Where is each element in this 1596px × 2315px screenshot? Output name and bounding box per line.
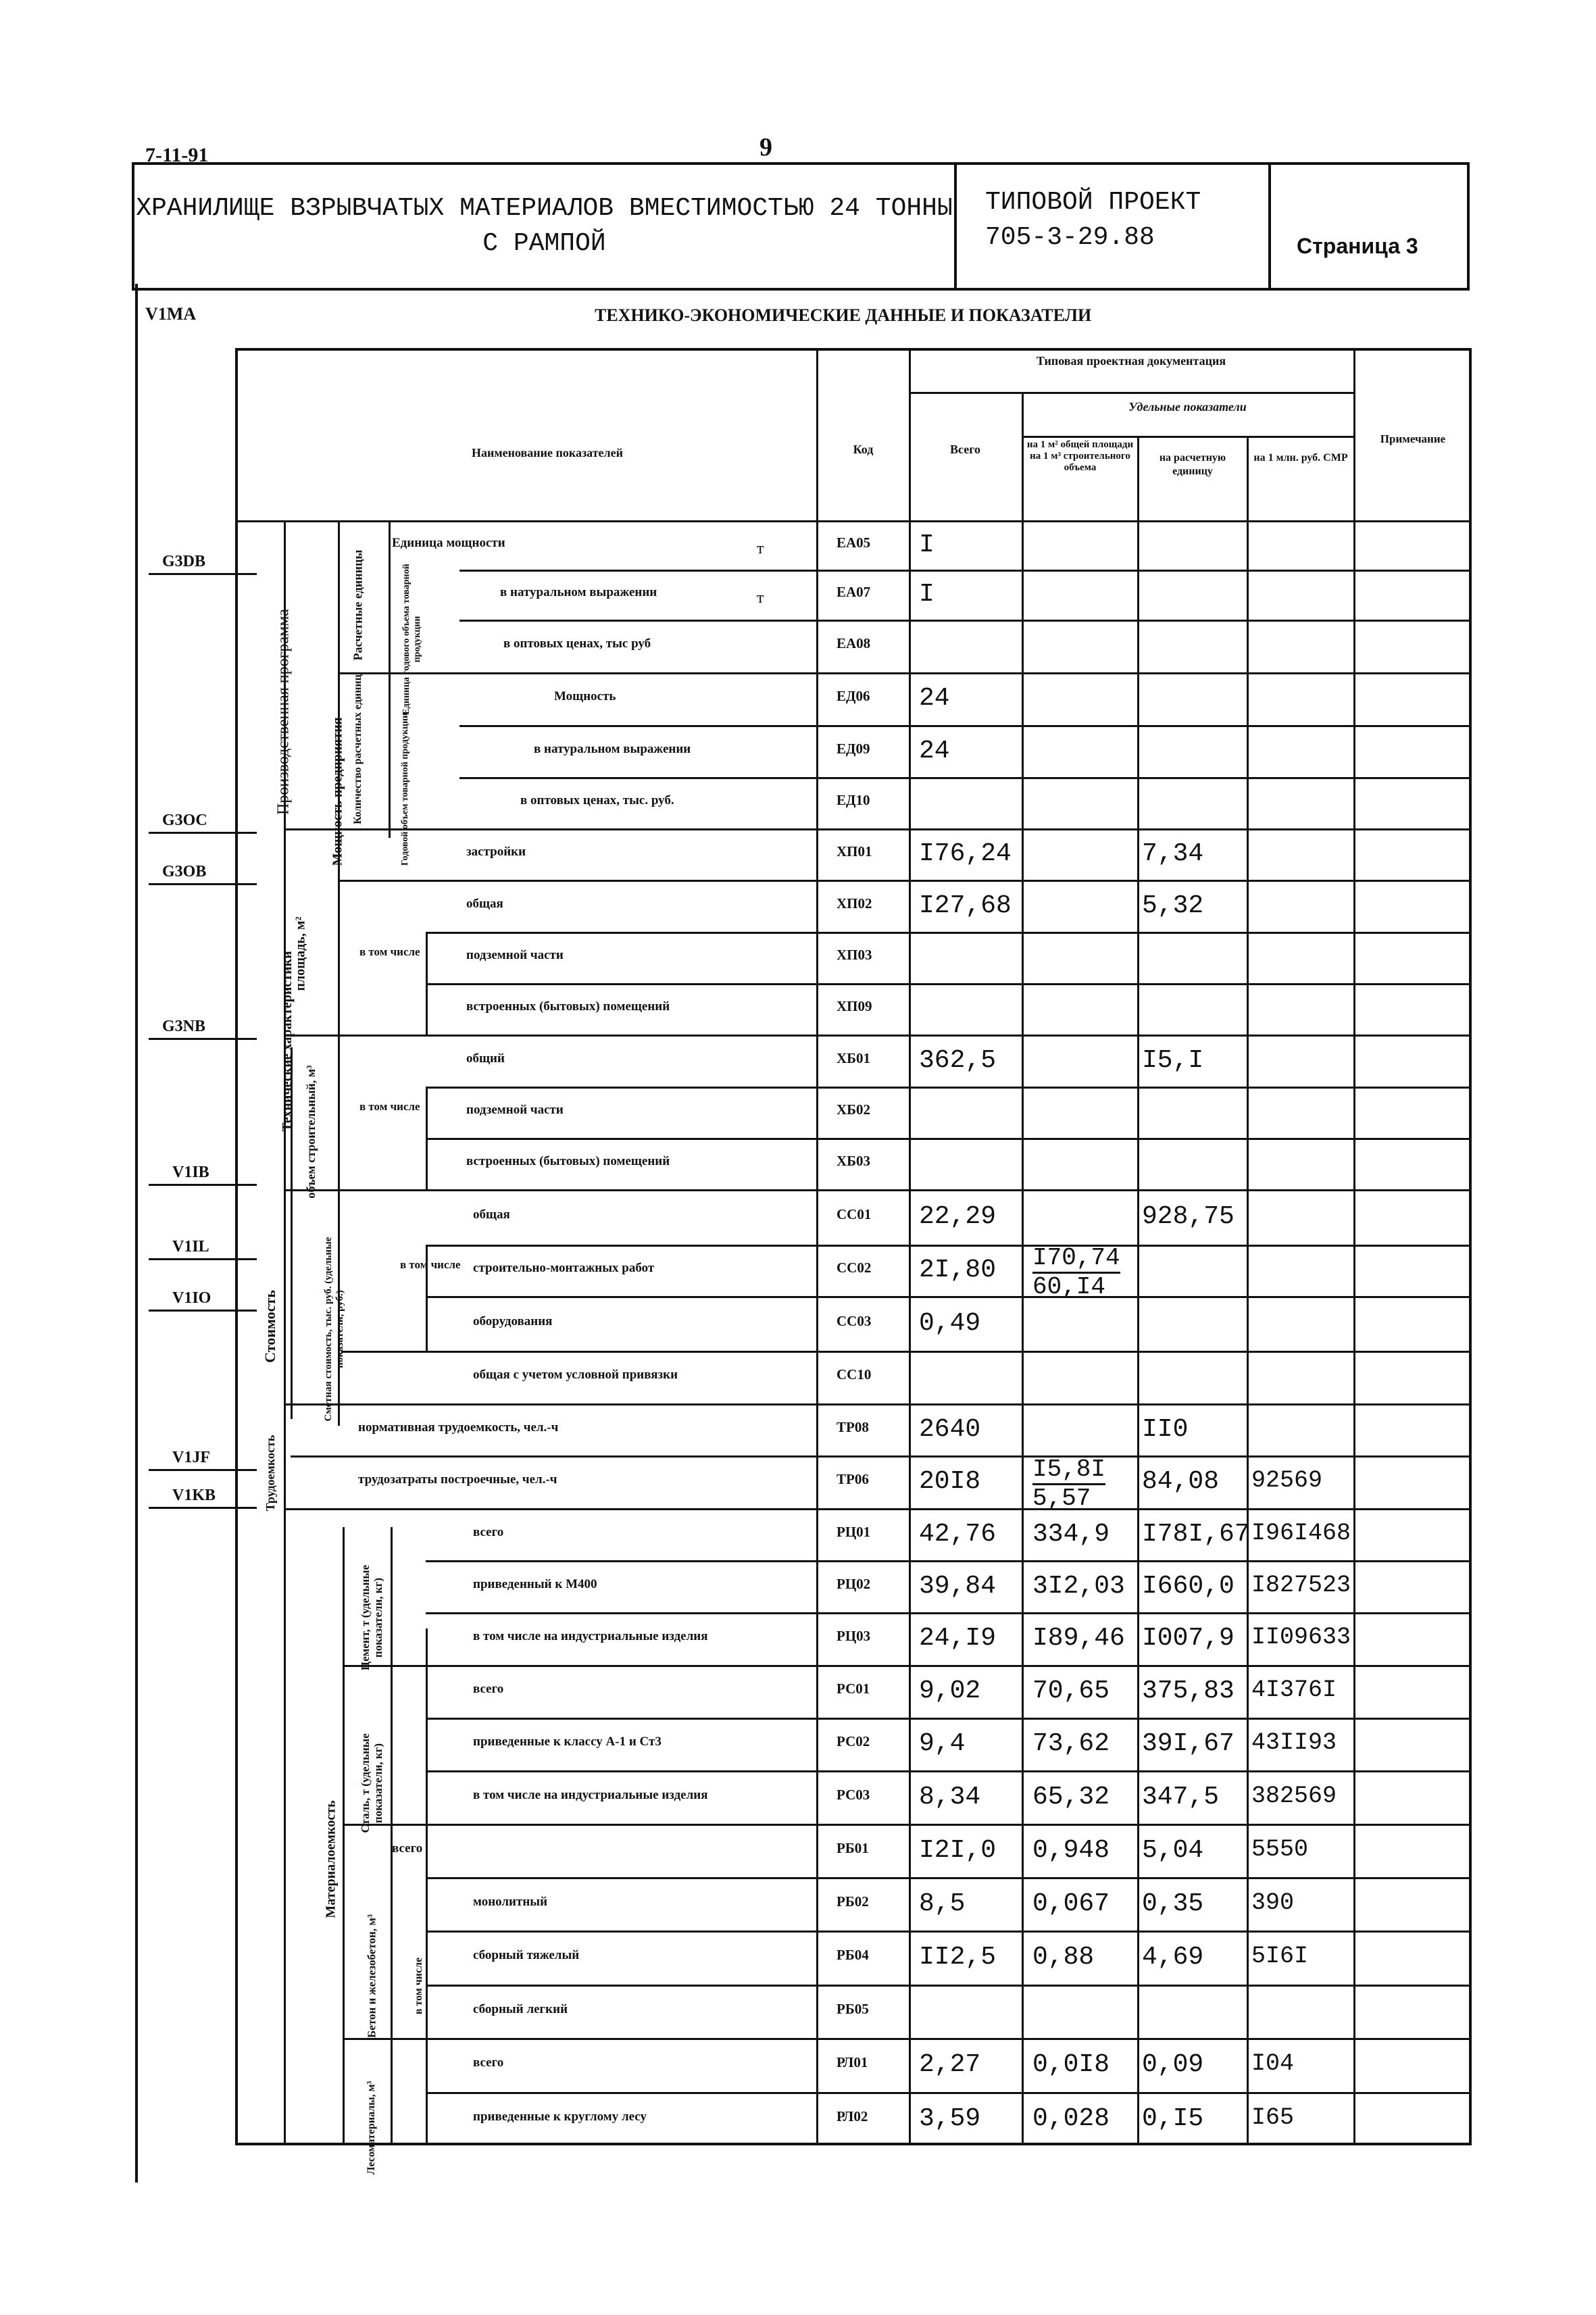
group-tech-char: Технические характеристики — [280, 951, 295, 1132]
group-line — [284, 1403, 1472, 1405]
row-line — [459, 777, 1472, 779]
header-name: Наименование показателей — [471, 446, 624, 459]
group-area: площадь, м² — [293, 916, 308, 991]
left-margin-rule — [135, 284, 138, 2183]
fraction-bottom: 5,57 — [1032, 1485, 1091, 1512]
side-code: V1JF — [172, 1449, 210, 1466]
group-cost: Стоимость — [261, 1290, 278, 1363]
grp-col-4 — [426, 1628, 428, 2145]
value-total: 20I8 — [919, 1467, 981, 1496]
value-per-mln: 5I6I — [1251, 1943, 1309, 1970]
value-total: 2,27 — [919, 2050, 981, 2079]
row-line — [426, 1245, 1472, 1247]
value-total: 3,59 — [919, 2104, 981, 2133]
side-code: G3DB — [162, 553, 206, 570]
row-line — [426, 1770, 1472, 1772]
value-per-unit: I660,0 — [1142, 1572, 1235, 1601]
group-line — [284, 1035, 1472, 1037]
row-code: РЦ03 — [837, 1628, 871, 1644]
value-per-mln: I65 — [1251, 2104, 1295, 2131]
group-materials: Материалоемкость — [323, 1800, 339, 1918]
side-code: G3OB — [162, 863, 207, 880]
value-per-unit: 5,32 — [1142, 891, 1204, 920]
value-per-unit: 0,I5 — [1142, 2104, 1204, 2133]
group-cement: Цемент, т (удельные показатели, кг) — [359, 1564, 384, 1671]
value-per-unit: 84,08 — [1142, 1467, 1220, 1496]
project-label: ТИПОВОЙ ПРОЕКТ — [985, 188, 1201, 217]
value-total: 8,34 — [919, 1783, 981, 1812]
row-label: общая — [466, 897, 503, 911]
side-code: G3NB — [162, 1018, 206, 1035]
row-line — [426, 1138, 1472, 1140]
group-line — [343, 1824, 1472, 1826]
row-code: ХП01 — [837, 843, 872, 860]
group-capacity: Мощность предприятия — [330, 717, 345, 866]
value-total: 42,76 — [919, 1520, 997, 1549]
row-label: встроенных (бытовых) помещений — [466, 1154, 670, 1168]
row-line — [426, 983, 1472, 985]
value-per-m2: 65,32 — [1032, 1783, 1110, 1812]
row-code: РБ04 — [837, 1947, 869, 1963]
row-code: ХП03 — [837, 947, 872, 963]
value-total: 24 — [919, 737, 950, 766]
value-per-m2: 73,62 — [1032, 1729, 1110, 1758]
value-per-mln: II09633 — [1251, 1624, 1351, 1651]
value-per-mln: 4I376I — [1251, 1676, 1337, 1703]
row-label: трудозатраты построечные, чел.-ч — [358, 1472, 557, 1487]
value-total: I — [919, 580, 934, 609]
group-line — [343, 2038, 1472, 2040]
incl-label: в том числе — [359, 1100, 420, 1113]
row-label: в оптовых ценах, тыс. руб. — [520, 793, 674, 807]
value-per-unit: II0 — [1142, 1415, 1189, 1444]
side-code: V1IL — [172, 1238, 209, 1255]
value-per-unit: 347,5 — [1142, 1783, 1220, 1812]
header-specific: Удельные показатели — [1128, 400, 1247, 414]
group-prod-program: Производственная программа — [274, 609, 293, 815]
group-calc-units: Расчетные единицы — [351, 549, 365, 661]
row-code: РЛ02 — [837, 2108, 868, 2124]
row-label: всего — [473, 2056, 504, 2070]
project-code: 705-3-29.88 — [985, 223, 1155, 252]
col-sep-mln — [1247, 436, 1249, 2145]
row-code: РС03 — [837, 1787, 870, 1803]
row-code: РЛ01 — [837, 2054, 868, 2070]
page-number: 9 — [759, 133, 772, 161]
hdr-bottom — [235, 520, 1472, 522]
value-per-unit: I007,9 — [1142, 1624, 1235, 1653]
group-concrete: Бетон и железобетон, м³ — [365, 1914, 378, 2038]
side-code-rule — [149, 1184, 257, 1186]
value-per-m2: 0,067 — [1032, 1889, 1110, 1918]
value-per-mln: 5550 — [1251, 1836, 1309, 1863]
value-per-m2: 0,028 — [1032, 2104, 1110, 2133]
row-code: РБ01 — [837, 1840, 869, 1856]
row-label: в том числе на индустриальные изделия — [473, 1788, 708, 1802]
row-label: сборный легкий — [473, 2002, 568, 2016]
header-typical-doc: Типовая проектная документация — [1036, 354, 1226, 368]
group-timber: Лесоматериалы, м³ — [366, 2081, 377, 2175]
row-label: нормативная трудоемкость, чел.-ч — [358, 1420, 559, 1435]
row-label: в оптовых ценах, тыс руб — [503, 637, 651, 651]
group-line — [343, 1665, 1472, 1667]
title-line-1: ХРАНИЛИЩЕ ВЗРЫВЧАТЫХ МАТЕРИАЛОВ ВМЕСТИМОСТЬЮ 24 ТОННЫ — [136, 194, 953, 223]
row-code: РБ02 — [837, 1893, 869, 1910]
incl-label: в том числе — [359, 945, 420, 958]
value-per-mln: I827523 — [1251, 1572, 1351, 1599]
row-label: подземной части — [466, 1103, 564, 1117]
row-code: ХП09 — [837, 998, 872, 1014]
row-line — [426, 1718, 1472, 1720]
value-total: 2640 — [919, 1415, 981, 1444]
hdr-line-2 — [1022, 436, 1353, 438]
value-per-mln: 382569 — [1251, 1783, 1337, 1810]
section-title: ТЕХНИКО-ЭКОНОМИЧЕСКИЕ ДАННЫЕ И ПОКАЗАТЕЛИ — [595, 305, 1092, 325]
row-line — [459, 620, 1472, 622]
group-line — [338, 672, 1154, 674]
value-total: II2,5 — [919, 1943, 997, 1972]
row-code: СС02 — [837, 1260, 872, 1276]
row-line — [341, 1351, 1472, 1353]
value-per-unit: 39I,67 — [1142, 1729, 1235, 1758]
value-per-m2-fraction — [1032, 1456, 1105, 1512]
side-code-rule — [149, 832, 257, 834]
side-code-rule — [149, 1310, 257, 1312]
row-line — [459, 725, 1472, 727]
side-code-rule — [149, 1038, 257, 1040]
row-code: ЕА05 — [837, 534, 871, 551]
row-label: общий — [466, 1051, 505, 1066]
title-cell — [134, 165, 957, 288]
row-label: застройки — [466, 845, 526, 859]
title-line-2: С РАМПОЙ — [482, 229, 606, 258]
group-volume: объем строительный, м³ — [304, 1065, 318, 1199]
row-label: Мощность — [554, 689, 616, 703]
value-per-unit: 5,04 — [1142, 1836, 1204, 1865]
value-per-unit: I78I,67 — [1142, 1520, 1250, 1549]
page-label: Страница 3 — [1297, 234, 1418, 258]
value-total: I2I,0 — [919, 1836, 997, 1865]
row-label: встроенных (бытовых) помещений — [466, 999, 670, 1014]
row-code: РЦ01 — [837, 1524, 871, 1540]
row-code: ХБ02 — [837, 1101, 871, 1118]
row-code: СС01 — [837, 1206, 872, 1222]
value-total: 22,29 — [919, 1202, 997, 1231]
incl-label: в том числе — [400, 1258, 461, 1271]
side-code: V1KB — [172, 1487, 216, 1504]
side-code-rule — [149, 1258, 257, 1260]
group-count-units: Количество расчетных единиц — [352, 674, 364, 824]
value-per-unit: I5,I — [1142, 1046, 1204, 1075]
row-code: РБ05 — [837, 2001, 869, 2017]
col-sep-total — [909, 348, 911, 2145]
group-labor: Трудоемкость — [264, 1435, 277, 1512]
row-code: ХБ03 — [837, 1153, 871, 1169]
row-code: ЕА07 — [837, 584, 871, 600]
row-line — [426, 932, 1472, 934]
value-total: I27,68 — [919, 891, 1012, 920]
fraction-top: I70,74 — [1032, 1245, 1120, 1274]
row-line — [426, 1985, 1472, 1987]
value-per-unit: 0,35 — [1142, 1889, 1204, 1918]
group-cost-estimate: Сметная стоимость, тыс. руб. (удельные показатели, руб.) — [323, 1237, 345, 1422]
row-label: всего — [473, 1682, 504, 1696]
side-code: V1IO — [172, 1289, 211, 1307]
grp-col-3b — [391, 1527, 393, 2145]
value-total: 39,84 — [919, 1572, 997, 1601]
row-label: всего — [392, 1841, 423, 1856]
group-line — [284, 1189, 1472, 1191]
row-label: Единица мощности — [392, 536, 505, 550]
value-total: 8,5 — [919, 1889, 966, 1918]
fraction-top: I5,8I — [1032, 1456, 1105, 1485]
value-per-mln: I96I468 — [1251, 1520, 1351, 1547]
row-code: ЕД10 — [837, 792, 870, 808]
col-sep-note — [1353, 348, 1355, 2145]
value-per-m2: 0,0I8 — [1032, 2050, 1110, 2079]
value-per-m2: 0,88 — [1032, 1943, 1095, 1972]
group-steel: Сталь, т (удельные показатели, кг) — [359, 1733, 384, 1833]
row-line — [426, 1877, 1472, 1879]
value-total: I76,24 — [919, 839, 1012, 868]
row-code: СС03 — [837, 1313, 872, 1329]
header-per-mln: на 1 млн. руб. СМР — [1253, 452, 1348, 464]
value-per-m2: 3I2,03 — [1032, 1572, 1125, 1601]
row-code: РС01 — [837, 1681, 870, 1697]
side-code-rule — [149, 1469, 257, 1471]
value-total: 9,02 — [919, 1676, 981, 1706]
row-code: СС10 — [837, 1366, 872, 1383]
project-cell — [957, 165, 1271, 288]
row-label: общая с учетом условной привязки — [473, 1368, 678, 1382]
value-per-m2: I89,46 — [1032, 1624, 1125, 1653]
group-unit-annual: Единица годового объема товарной продукции — [401, 564, 422, 715]
row-line — [338, 880, 1472, 882]
row-unit: т — [757, 589, 764, 607]
row-label: приведенные к классу А-1 и Ст3 — [473, 1735, 662, 1749]
document-number: 7-11-91 — [145, 144, 209, 166]
row-line — [426, 1931, 1472, 1933]
row-line — [291, 1455, 1472, 1458]
value-per-mln: I04 — [1251, 2050, 1295, 2077]
row-line — [426, 1296, 1472, 1298]
row-label: подземной части — [466, 948, 564, 962]
header-per-unit: на расчетную единицу — [1159, 452, 1226, 477]
grp-col-3a — [389, 520, 391, 838]
value-per-mln: 43II93 — [1251, 1729, 1337, 1756]
col-sep-unit — [1137, 436, 1139, 2145]
value-per-unit: 4,69 — [1142, 1943, 1204, 1972]
side-code-rule — [149, 883, 257, 885]
row-line — [426, 2092, 1472, 2094]
incl-col-line — [426, 932, 428, 1035]
row-unit: т — [757, 540, 764, 557]
value-per-m2-fraction — [1032, 1245, 1120, 1301]
row-label: в натуральном выражении — [534, 742, 691, 756]
value-total: 9,4 — [919, 1729, 966, 1758]
group-incl: в том числе — [413, 1957, 424, 2015]
row-code: ЕА08 — [837, 635, 871, 651]
row-label: в том числе на индустриальные изделия — [473, 1629, 708, 1643]
title-block — [132, 162, 1470, 291]
value-total: 0,49 — [919, 1309, 981, 1338]
row-code: ХБ01 — [837, 1050, 871, 1066]
row-label: общая — [473, 1208, 510, 1222]
row-label: приведенный к М400 — [473, 1577, 597, 1591]
col-sep-m2 — [1022, 392, 1024, 2145]
value-total: 24,I9 — [919, 1624, 997, 1653]
value-per-unit: 0,09 — [1142, 2050, 1204, 2079]
value-per-unit: 375,83 — [1142, 1676, 1235, 1706]
value-per-m2: 0,948 — [1032, 1836, 1110, 1865]
row-label: оборудования — [473, 1314, 553, 1328]
side-code: G3OC — [162, 812, 207, 829]
row-label: монолитный — [473, 1895, 548, 1909]
fraction-bottom: 60,I4 — [1032, 1273, 1106, 1301]
row-code: РЦ02 — [837, 1576, 871, 1592]
row-code: ТР08 — [837, 1419, 869, 1435]
group-line — [284, 1508, 1472, 1510]
header-code: Код — [853, 443, 874, 456]
value-per-m2: 334,9 — [1032, 1520, 1110, 1549]
section-code: V1MA — [145, 304, 197, 324]
row-label: в натуральном выражении — [500, 585, 657, 599]
row-code: ЕД09 — [837, 741, 870, 757]
row-code: ЕД06 — [837, 688, 870, 704]
side-code-rule — [149, 573, 257, 575]
row-label: всего — [473, 1525, 504, 1539]
value-total: I — [919, 530, 934, 559]
row-label: приведенные к круглому лесу — [473, 2110, 647, 2124]
value-per-unit: 7,34 — [1142, 839, 1204, 868]
row-code: РС02 — [837, 1733, 870, 1749]
value-total: 2I,80 — [919, 1255, 997, 1285]
row-line — [426, 1612, 1472, 1614]
group-annual-volume: Годовой объем товарной продукции — [400, 712, 410, 866]
side-code-rule — [149, 1507, 257, 1509]
row-code: ХП02 — [837, 895, 872, 912]
header-total: Всего — [950, 443, 980, 456]
header-per-m2: на 1 м² общей площади на 1 м³ строительного объема — [1026, 439, 1134, 473]
row-label: строительно-монтажных работ — [473, 1261, 655, 1275]
value-per-unit: 928,75 — [1142, 1202, 1235, 1231]
row-line — [426, 1087, 1472, 1089]
value-total: 362,5 — [919, 1046, 997, 1075]
col-sep-code — [816, 348, 818, 2145]
value-per-mln: 92569 — [1251, 1467, 1323, 1494]
row-code: ТР06 — [837, 1471, 869, 1487]
row-label: сборный тяжелый — [473, 1948, 580, 1962]
row-line — [426, 1560, 1472, 1562]
row-line — [459, 570, 1472, 572]
grp-col-2d — [343, 1527, 345, 2145]
value-total: 24 — [919, 684, 950, 713]
incl-col-line — [426, 1087, 428, 1189]
group-line — [284, 828, 1472, 830]
header-note: Примечание — [1380, 432, 1446, 445]
value-per-mln: 390 — [1251, 1889, 1295, 1916]
hdr-line-1 — [909, 392, 1353, 394]
side-code: V1IB — [172, 1164, 209, 1181]
value-per-m2: 70,65 — [1032, 1676, 1110, 1706]
